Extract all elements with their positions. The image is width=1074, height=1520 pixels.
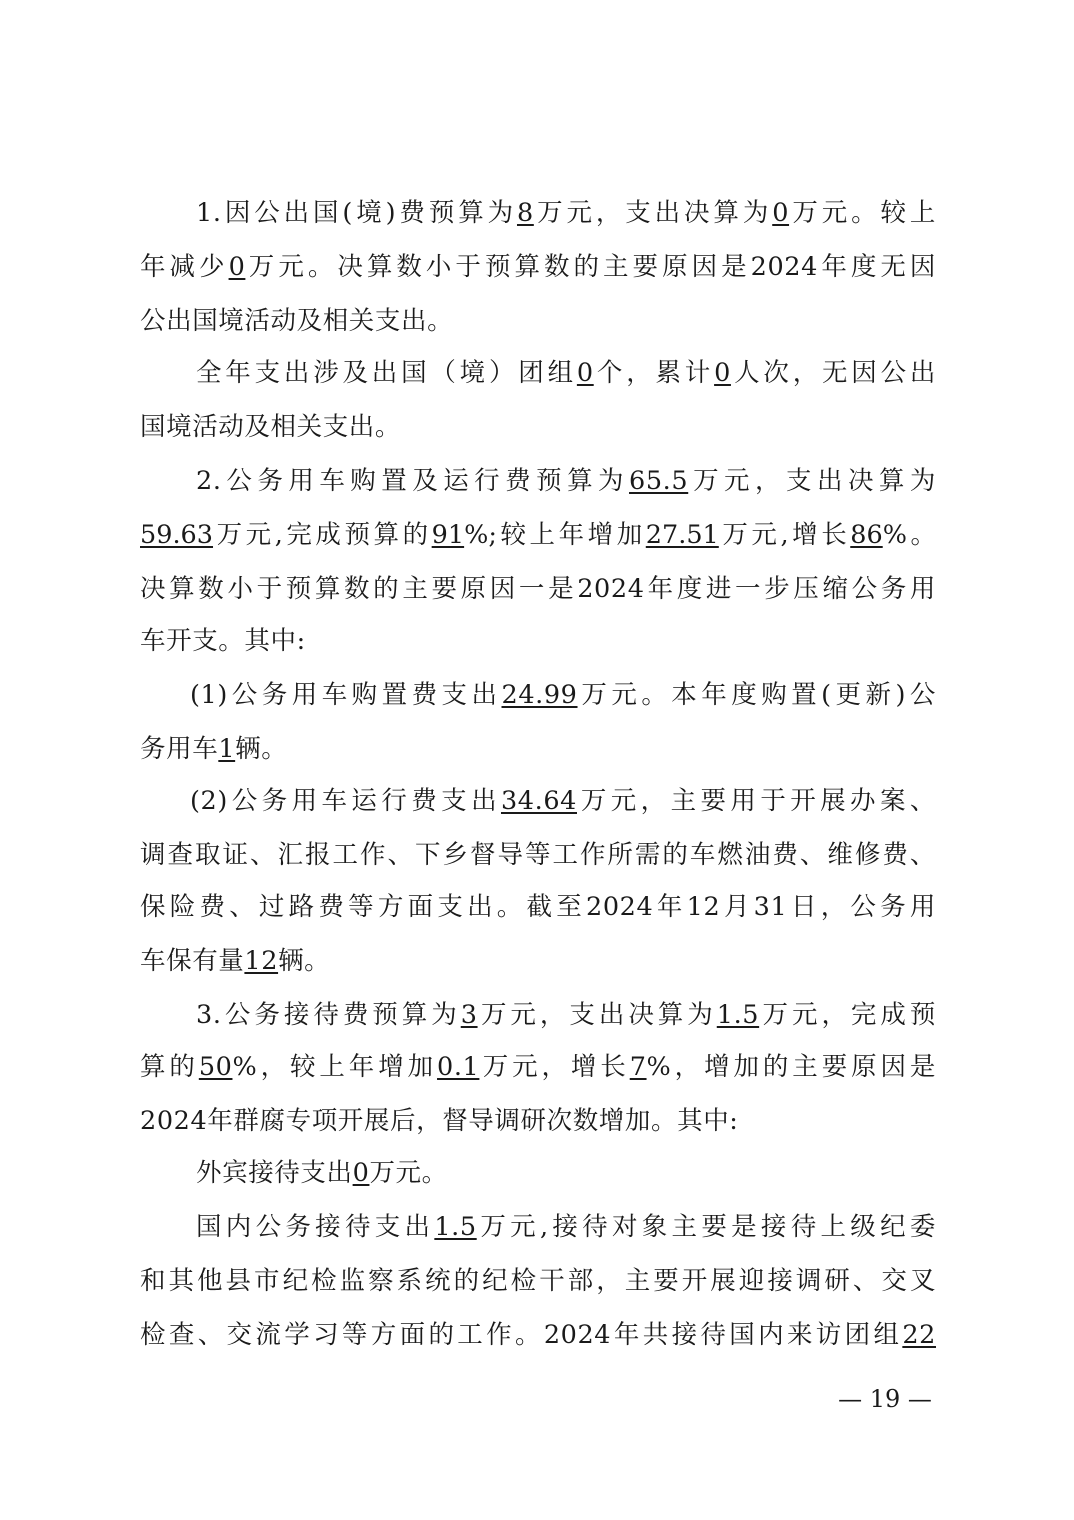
underlined-value: 0 [228,252,246,282]
text-line: 决算数小于预算数的主要原因一是2024年度进一步压缩公务用 [140,574,936,604]
underlined-value: 34.64 [500,786,577,816]
underlined-value: 0 [772,198,790,228]
underlined-value: 1.5 [716,1000,760,1030]
underlined-value: 1 [218,734,236,764]
text-line: 和其他县市纪检监察系统的纪检干部，主要开展迎接调研、交叉 [140,1266,936,1296]
underlined-value: 8 [516,198,534,228]
text-line: 务用车1辆。 [140,734,288,764]
text-line: 59.63万元,完成预算的91%;较上年增加27.51万元,增长86%。 [140,520,937,550]
underlined-value: 91 [431,520,465,550]
underlined-value: 0 [576,358,594,388]
text-line: 算的50%，较上年增加0.1万元，增长7%，增加的主要原因是 [140,1052,937,1082]
text-line: 公出国境活动及相关支出。 [140,306,454,336]
underlined-value: 50 [198,1052,233,1082]
text-line: 国境活动及相关支出。 [140,412,402,442]
underlined-value: 22 [902,1320,936,1350]
underlined-value: 59.63 [140,520,214,550]
text-line: 检查、交流学习等方面的工作。2024年共接待国内来访团组22 [140,1320,936,1350]
text-line: (1)公务用车购置费支出24.99万元。本年度购置(更新)公 [190,680,936,710]
text-line: 车开支。其中: [140,626,306,656]
underlined-value: 0 [714,358,731,388]
underlined-value: 12 [244,946,279,976]
underlined-value: 24.99 [501,680,578,710]
text-line: 2024年群腐专项开展后，督导调研次数增加。其中: [140,1106,739,1136]
underlined-value: 1.5 [434,1212,477,1242]
underlined-value: 65.5 [629,466,689,496]
text-line: 全年支出涉及出国（境）团组0个，累计0人次，无因公出 [196,358,937,388]
underlined-value: 0.1 [437,1052,480,1082]
underlined-value: 7 [629,1052,647,1082]
text-line: 3.公务接待费预算为3万元，支出决算为1.5万元，完成预 [196,1000,936,1030]
text-line: (2)公务用车运行费支出34.64万元，主要用于开展办案、 [190,786,936,816]
text-line: 年减少0万元。决算数小于预算数的主要原因是2024年度无因 [140,252,936,282]
text-line: 车保有量12辆。 [140,946,331,976]
text-line: 2.公务用车购置及运行费预算为65.5万元，支出决算为 [196,466,936,496]
underlined-value: 27.51 [645,520,719,550]
text-line: 外宾接待支出0万元。 [196,1158,448,1188]
text-line: 1.因公出国(境)费预算为8万元，支出决算为0万元。较上 [196,198,936,228]
text-line: 调查取证、汇报工作、下乡督导等工作所需的车燃油费、维修费、 [140,840,936,870]
text-line: 保险费、过路费等方面支出。截至2024年12月31日，公务用 [140,892,936,922]
underlined-value: 86 [850,520,883,550]
underlined-value: 3 [460,1000,478,1030]
page-number: — 19 — [838,1385,932,1413]
text-line: 国内公务接待支出1.5万元,接待对象主要是接待上级纪委 [196,1212,936,1242]
underlined-value: 0 [352,1158,370,1188]
